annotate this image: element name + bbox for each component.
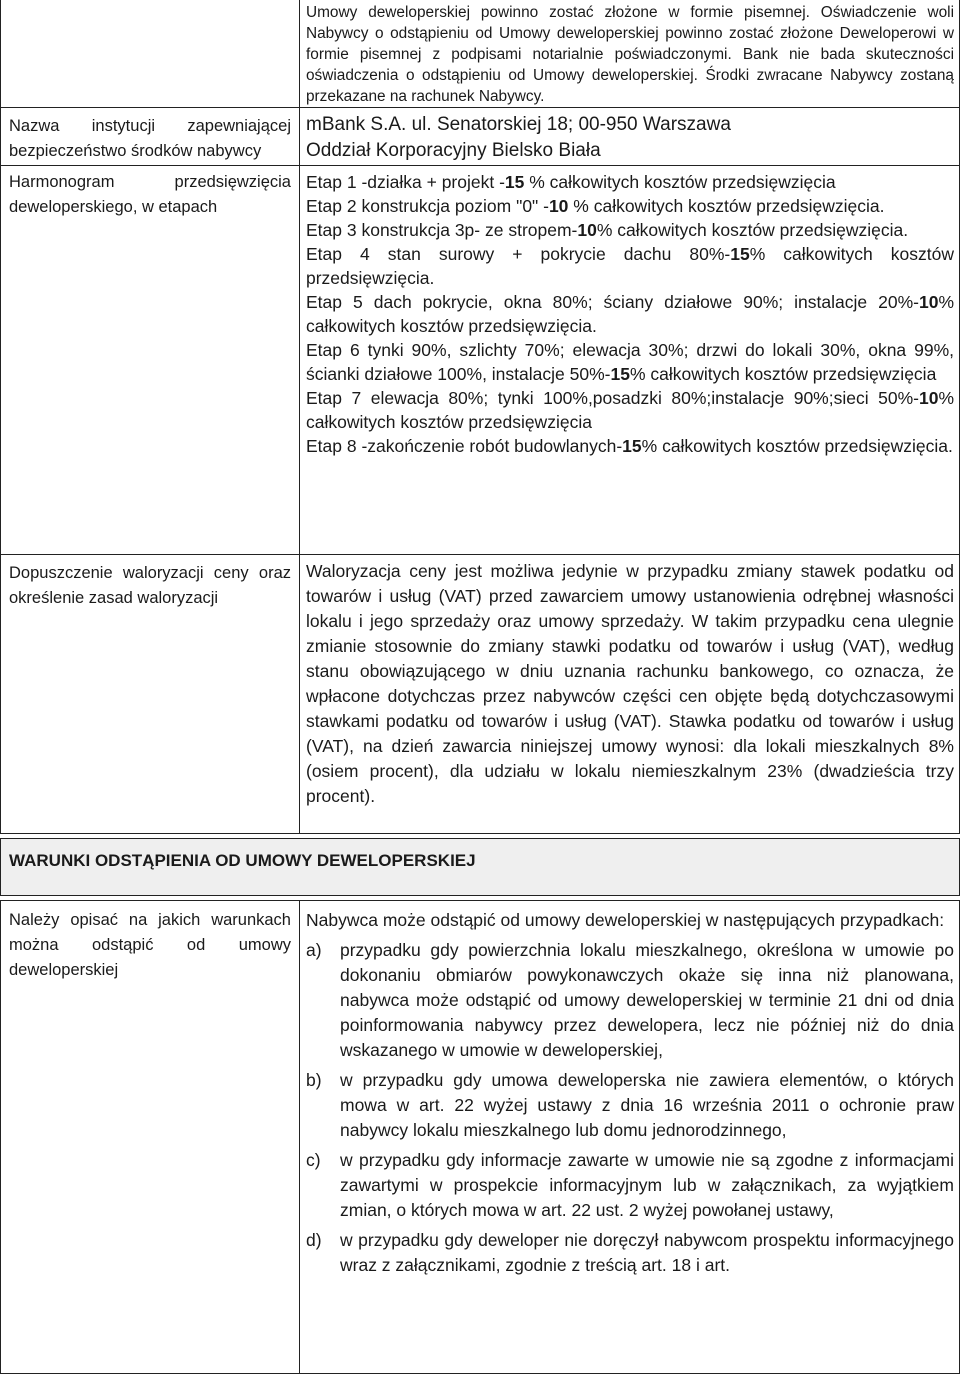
withdrawal-intro: Nabywca może odstąpić od umowy deweloperskiej w następujących przypadkach: (306, 910, 945, 930)
withdrawal-case-text: w przypadku gdy deweloper nie doręczył nabywcom prospektu informacyjnego wraz z załącznikami, zgodnie z treścią art. 18 i art. (340, 1230, 954, 1275)
stage-text-suffix: % całkowitych kosztów przedsięwzięcia. (306, 244, 954, 288)
valorization-text: Waloryzacja ceny jest możliwa jedynie w przypadku zmiany stawek podatku od towarów i usług (VAT) przed zawarciem umowy ustanowienia odrębnej własności lokalu i jego sprzedaży oraz umowy sprzedaży. W takim przypadku cena ulegnie zmianie stosownie do zmiany stawki podatku od towarów i usług (VAT), według stanu obowiązującego w dniu uznania rachunku bankowego, co oznacza, że wpłacone dotychczas przez nabywców części cen objęte będą dotychczasowymi stawkami podatku od towarów i usług (VAT). Stawka podatku od towarów i usług (VAT), na dzień zawarcia niniejszej umowy wynosi: dla lokali mieszkalnych 8% (osiem procent), dla udziału w lokalu niemieszkalnym 23% (dwadzieścia trzy procent). (306, 561, 954, 806)
bank-branch: Oddział Korporacyjny Bielsko Biała (306, 140, 601, 161)
schedule-stage (306, 218, 954, 242)
stage-percentage: 10 (918, 388, 939, 408)
stage-percentage: 15 (504, 172, 525, 192)
schedule-value-cell (300, 166, 960, 555)
withdrawal-label-cell (1, 901, 300, 1374)
withdrawal-case-list (306, 938, 954, 1278)
stage-text-suffix: % całkowitych kosztów przedsięwzięcia (629, 364, 937, 384)
schedule-stage (306, 242, 954, 290)
section-heading-bar (0, 838, 960, 896)
schedule-label: Harmonogram przedsięwzięcia deweloperskiego, w etapach (9, 173, 291, 216)
section-heading-cell (1, 839, 960, 896)
withdrawal-case (306, 1228, 954, 1278)
list-marker: c) (306, 1150, 321, 1170)
withdrawal-case (306, 938, 954, 1063)
row-withdrawal-form-value (300, 0, 960, 108)
stage-text: Etap 7 elewacja 80%; tynki 100%,posadzki 80%;instalacje 90%;sieci 50%- (306, 388, 919, 408)
stage-percentage: 15 (610, 364, 630, 384)
stage-text: Etap 6 tynki 90%, szlichty 70%; elewacja 30%; drzwi do lokali 30%, okna 99%, ścianki działowe 100%, instalacje 50%- (306, 340, 954, 384)
section-heading: WARUNKI ODSTĄPIENIA OD UMOWY DEWELOPERSKIEJ (1, 839, 959, 895)
stage-percentage: 10 (548, 196, 569, 216)
list-marker: a) (306, 940, 322, 960)
row-valorization (1, 555, 960, 834)
schedule-stage (306, 290, 954, 338)
row-institution (1, 108, 960, 166)
stage-text-suffix: % całkowitych kosztów przedsięwzięcia. (568, 196, 885, 216)
stage-text: Etap 8 -zakończenie robót budowlanych- (306, 436, 623, 456)
schedule-label-cell (1, 166, 300, 555)
stage-text-suffix: % całkowitych kosztów przedsięwzięcia. (596, 220, 909, 240)
schedule-stage (306, 194, 954, 218)
schedule-stage (306, 338, 954, 386)
withdrawal-conditions (300, 901, 959, 1278)
row-withdrawal-form (1, 0, 960, 108)
stage-percentage: 15 (622, 436, 642, 456)
withdrawal-label: Należy opisać na jakich warunkach można odstąpić od umowy deweloperskiej (9, 911, 291, 979)
schedule-stage (306, 170, 954, 194)
stage-text: Etap 3 konstrukcja 3p- ze stropem- (306, 220, 578, 240)
withdrawal-case-text: przypadku gdy powierzchnia lokalu mieszkalnego, określona w umowie po dokonaniu obmiarów powykonawczych okaże się inna niż planowana, nabywca może odstąpić od umowy deweloperskiej w terminie 21 dni od dnia poinformowania nabywcy przez dewelopera, lecz nie później niż do dnia wskazanego w umowie w deweloperskiej, (340, 940, 954, 1060)
stage-percentage: 10 (918, 292, 939, 312)
valorization-value-cell (300, 555, 960, 834)
withdrawal-value-cell (300, 901, 960, 1374)
valorization-label: Dopuszczenie waloryzacji ceny oraz określenie zasad waloryzacji (9, 564, 291, 607)
info-table-lower (0, 900, 960, 1374)
stage-text: Etap 5 dach pokrycie, okna 80%; ściany działowe 90%; instalacje 20%- (306, 292, 919, 312)
row-schedule (1, 166, 960, 555)
valorization-label-cell (1, 555, 300, 834)
schedule-stage-list (300, 166, 959, 458)
institution-label: Nazwa instytucji zapewniającej bezpieczeństwo środków nabywcy (9, 117, 291, 160)
stage-text: Etap 1 -działka + projekt - (306, 172, 505, 192)
institution-value (300, 112, 959, 164)
list-marker: b) (306, 1070, 322, 1090)
stage-text-suffix: % całkowitych kosztów przedsięwzięcia. (641, 436, 953, 456)
stage-text-suffix: % całkowitych kosztów przedsięwzięcia. (306, 292, 954, 336)
institution-label-cell (1, 108, 300, 166)
withdrawal-case-text: w przypadku gdy umowa deweloperska nie zawiera elementów, o których mowa w art. 22 wyżej ustawy z dnia 16 września 2011 o ochronie praw nabywcy lokalu mieszkalnego lub domu jednorodzinnego, (340, 1070, 954, 1140)
withdrawal-case-text: w przypadku gdy informacje zawarte w umowie nie są zgodne z informacjami zawartymi w prospekcie informacyjnym lub w załącznikach, za wyjątkiem zmian, o których mowa w art. 22 ust. 2 wyżej powołanej ustawy, (340, 1150, 954, 1220)
schedule-stage (306, 386, 954, 434)
stage-text-suffix: % całkowitych kosztów przedsięwzięcia (524, 172, 836, 192)
stage-text: Etap 2 konstrukcja poziom "0" - (306, 196, 549, 216)
stage-text-suffix: % całkowitych kosztów przedsięwzięcia (306, 388, 954, 432)
row-withdrawal-form-label (1, 0, 300, 108)
stage-percentage: 10 (577, 220, 597, 240)
list-marker: d) (306, 1230, 322, 1250)
stage-percentage: 15 (730, 244, 750, 264)
withdrawal-case (306, 1068, 954, 1143)
schedule-stage (306, 434, 954, 458)
institution-value-cell (300, 108, 960, 166)
withdrawal-form-text: Umowy deweloperskiej powinno zostać złożone w formie pisemnej. Oświadczenie woli Nabywcy o odstąpieniu od Umowy deweloperskiej powinno zostać złożone Deweloperowi w formie pisemnej z podpisami notarialnie poświadczonymi. Bank nie bada skuteczności oświadczenia o odstąpieniu od Umowy deweloperskiej. Środki zwracane Nabywcy zostaną przekazane na rachunek Nabywcy. (306, 4, 954, 105)
stage-text: Etap 4 stan surowy + pokrycie dachu 80%- (306, 244, 731, 264)
bank-address: mBank S.A. ul. Senatorskiej 18; 00-950 Warszawa (306, 114, 731, 135)
withdrawal-case (306, 1148, 954, 1223)
row-withdrawal-conditions (1, 901, 960, 1374)
